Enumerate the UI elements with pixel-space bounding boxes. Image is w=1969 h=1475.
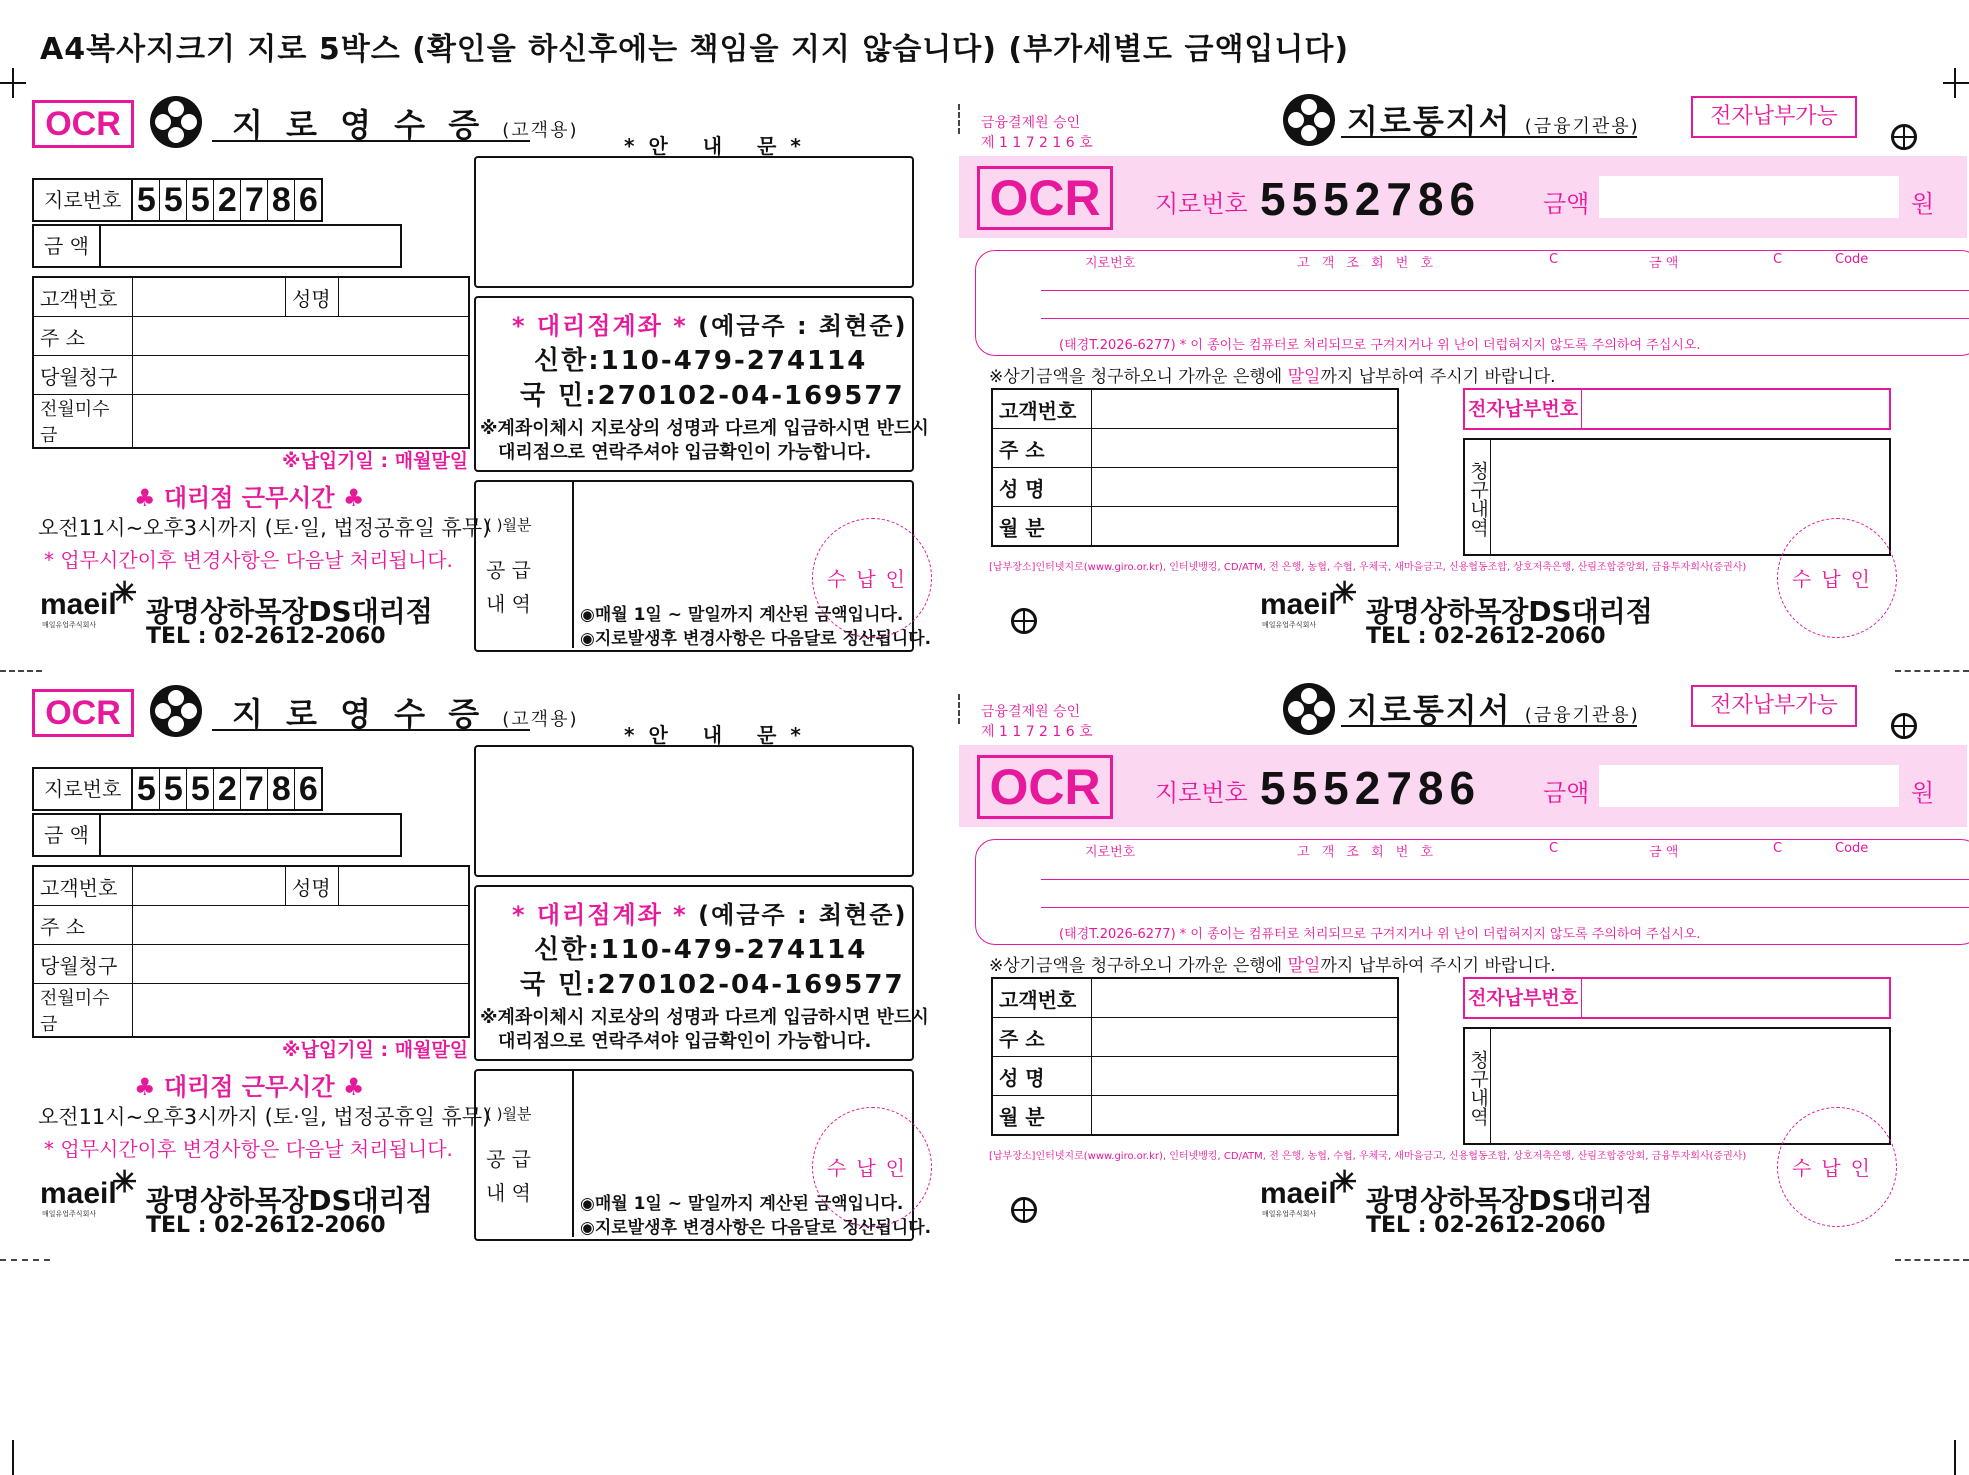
stamp-circle: 수납인 [812, 1107, 932, 1227]
cut-line [1895, 1259, 1969, 1261]
notice-title: *안 내 문* [624, 723, 815, 747]
table-row [992, 1057, 1398, 1096]
arrears-field[interactable] [133, 984, 470, 1038]
supply-label: 공 급 [486, 1147, 531, 1171]
due-date-note: ※납입기일 : 매월말일 [282, 1039, 469, 1061]
request-text: ※상기금액을 청구하오니 가까운 은행에 말일까지 납부하여 주시기 바랍니다. [989, 367, 1556, 387]
hours-text: 오전11시~오후3시까지 (토·일, 법정공휴일 휴무) [38, 1105, 491, 1129]
hours-text: 오전11시~오후3시까지 (토·일, 법정공휴일 휴무) [38, 516, 491, 540]
ocr-field-label: Code [1835, 252, 1869, 267]
giro-receipt [0, 589, 980, 1238]
ocr-field-label: 지로번호 [1085, 256, 1136, 271]
month-field[interactable] [1092, 507, 1399, 547]
amount-field[interactable] [32, 813, 402, 857]
giro-digit: 7 [241, 180, 268, 220]
giro-number-label: 지로번호 [1155, 190, 1248, 218]
maeil-star-icon: ✳ [112, 1166, 138, 1199]
title-underline [212, 729, 530, 731]
won-label: 원 [1911, 779, 1935, 807]
maeil-subtext: 매일유업주식회사 [1262, 1210, 1317, 1218]
table-row [33, 945, 469, 984]
ocr-field-label: C [1773, 841, 1783, 856]
supply-note-1: ◉매월 1일 ~ 말일까지 계산된 금액입니다. [580, 1194, 904, 1214]
ocr-warning: (태경T.2026-6277) * 이 종이는 컴퓨터로 처리되므로 구겨지거나 위 난이 더럽혀지지 않도록 주의하여 주십시오. [1059, 927, 1701, 942]
epay-number-field[interactable] [1463, 388, 1891, 430]
table-row [33, 984, 469, 1038]
amount-label: 금 액 [34, 226, 101, 266]
name-field[interactable] [339, 277, 470, 317]
giro-digit: 6 [298, 770, 318, 808]
supply-divider [572, 1069, 574, 1237]
agency-name: 광명상하목장DS대리점 [146, 595, 433, 628]
arrears-label: 전월미수금 [33, 984, 133, 1038]
giro-number-box [32, 178, 323, 222]
giro-number-label: 지로번호 [1155, 779, 1248, 807]
address-label: 주 소 [33, 317, 133, 356]
arrears-field[interactable] [133, 395, 470, 449]
notice-table [991, 977, 1399, 1136]
account-title: * 대리점계좌 * (예금주 : 최현준) [512, 901, 908, 929]
notice-title: 지로통지서 (금융기관용) [1347, 102, 1640, 140]
request-text: ※상기금액을 청구하오니 가까운 은행에 말일까지 납부하여 주시기 바랍니다. [989, 956, 1556, 976]
ocr-field-label: 지로번호 [1085, 845, 1136, 860]
maeil-star-icon: ✳ [112, 577, 138, 610]
account-shinhan: 신한:110-479-274114 [534, 346, 868, 376]
giro-logo-icon [150, 96, 202, 148]
customer-no-field[interactable] [1092, 389, 1399, 429]
table-row [992, 389, 1398, 429]
ocr-line [1041, 879, 1969, 880]
table-row [33, 866, 469, 906]
customer-table [32, 276, 470, 449]
ocr-badge: OCR [32, 100, 134, 148]
giro-digit: 5 [160, 180, 187, 220]
supply-note-2: ◉지로발생후 변경사항은 다음달로 정산됩니다. [580, 629, 932, 649]
giro-number-label: 지로번호 [34, 180, 133, 220]
giro-number-label: 지로번호 [34, 769, 133, 809]
pay-places: [납부장소]인터넷지로(www.giro.or.kr), 인터넷뱅킹, CD/ATM, 전 은행, 농협, 수협, 우체국, 새마을금고, 신용협동조합, 상호저축은행, 산림조합중앙회, 금융투자회사(증권사) [989, 562, 1747, 573]
maeil-logo: maeil [40, 588, 117, 621]
notice-title: 지로통지서 (금융기관용) [1347, 691, 1640, 729]
maeil-subtext: 매일유업주식회사 [1262, 621, 1317, 629]
stamp-circle: 수납인 [1777, 1107, 1897, 1227]
stamp-circle: 수납인 [812, 518, 932, 638]
hours-note: * 업무시간이후 변경사항은 다음날 처리됩니다. [44, 548, 453, 572]
table-row [992, 978, 1398, 1018]
ocr-field-label: Code [1835, 841, 1869, 856]
month-label: 월 분 [992, 507, 1092, 547]
customer-no-label: 고객번호 [992, 978, 1092, 1018]
month-label: ( )월분 [486, 1105, 532, 1123]
ocr-line [1041, 318, 1969, 319]
ocr-line [1041, 290, 1969, 291]
maeil-star-icon: ✳ [1332, 577, 1358, 610]
account-note-2: 대리점으로 연락주셔야 입금확인이 가능합니다. [498, 442, 872, 463]
table-row [33, 395, 469, 449]
amount-label: 금액 [1543, 779, 1590, 807]
ocr-badge: OCR [977, 166, 1113, 230]
giro-digit: 6 [298, 181, 318, 219]
current-charge-field[interactable] [133, 356, 470, 395]
current-charge-label: 당월청구 [33, 945, 133, 984]
giro-digit: 5 [133, 180, 160, 220]
detail-label: 내 역 [486, 592, 531, 616]
account-note-2: 대리점으로 연락주셔야 입금확인이 가능합니다. [498, 1031, 872, 1052]
giro-digit: 5 [160, 769, 187, 809]
address-field[interactable] [1092, 1018, 1399, 1057]
month-field[interactable] [1092, 1096, 1399, 1136]
ocr-badge: OCR [977, 755, 1113, 819]
customer-no-label: 고객번호 [992, 389, 1092, 429]
account-note-1: ※계좌이체시 지로상의 성명과 다르게 입금하시면 반드시 [480, 418, 929, 439]
won-label: 원 [1911, 190, 1935, 218]
page-title: A4복사지크기 지로 5박스 (확인을 하신후에는 책임을 지지 않습니다) (부가세별도 금액입니다) [40, 32, 1350, 67]
stamp-circle: 수납인 [1777, 518, 1897, 638]
ocr-field-label: C [1549, 252, 1559, 267]
name-field[interactable] [339, 866, 470, 906]
giro-number: 5552786 [1260, 173, 1482, 225]
month-label: ( )월분 [486, 516, 532, 534]
address-field[interactable] [133, 317, 470, 356]
ocr-badge: OCR [32, 689, 134, 737]
title-underline [212, 140, 530, 142]
account-kookmin: 국 민:270102-04-169577 [520, 970, 905, 1000]
crop-mark [1954, 1440, 1956, 1475]
amount-label: 금액 [1543, 190, 1590, 218]
supply-note-2: ◉지로발생후 변경사항은 다음달로 정산됩니다. [580, 1218, 932, 1238]
receipt-title: 지 로 영 수 증 (고객용) [232, 106, 579, 144]
giro-digit: 5 [187, 769, 214, 809]
epay-badge: 전자납부가능 [1691, 96, 1857, 138]
account-kookmin: 국 민:270102-04-169577 [520, 381, 905, 411]
maeil-logo: maeil [1260, 1177, 1337, 1210]
registration-mark-icon [1891, 124, 1917, 150]
amount-label: 금 액 [34, 815, 101, 855]
title-underline [1341, 136, 1637, 138]
crop-mark [1954, 68, 1956, 98]
amount-field[interactable] [1599, 176, 1899, 218]
address-label: 주 소 [992, 429, 1092, 468]
name-label: 성명 [286, 277, 339, 317]
supply-label: 공 급 [486, 558, 531, 582]
approval-text: 금융결제원 승인 [981, 115, 1081, 131]
approval-number: 제 1 1 7 2 1 6 호 [981, 724, 1093, 740]
registration-mark-icon [1011, 1197, 1037, 1223]
name-field[interactable] [1092, 1057, 1399, 1096]
name-field[interactable] [1092, 468, 1399, 507]
giro-logo-icon [150, 685, 202, 737]
agency-name: 광명상하목장DS대리점 [1366, 1184, 1653, 1217]
amount-field[interactable] [32, 224, 402, 268]
table-row [33, 317, 469, 356]
giro-digit: 2 [214, 180, 241, 220]
ocr-line [1041, 907, 1969, 908]
epay-badge: 전자납부가능 [1691, 685, 1857, 727]
customer-no-field[interactable] [133, 277, 286, 317]
table-row [992, 1096, 1398, 1136]
giro-receipt [0, 0, 980, 649]
pay-places: [납부장소]인터넷지로(www.giro.or.kr), 인터넷뱅킹, CD/ATM, 전 은행, 농협, 수협, 우체국, 새마을금고, 신용협동조합, 상호저축은행, 산림조합중앙회, 금융투자회사(증권사) [989, 1151, 1747, 1162]
title-underline [1341, 725, 1637, 727]
agency-name: 광명상하목장DS대리점 [146, 1184, 433, 1217]
table-row [33, 356, 469, 395]
registration-mark-icon [1891, 713, 1917, 739]
customer-no-field[interactable] [133, 866, 286, 906]
receipt-title: 지 로 영 수 증 (고객용) [232, 695, 579, 733]
amount-field[interactable] [1599, 765, 1899, 807]
ocr-field-label: C [1773, 252, 1783, 267]
agency-tel: TEL : 02-2612-2060 [1366, 624, 1606, 649]
address-field[interactable] [1092, 429, 1399, 468]
giro-digit: 2 [214, 769, 241, 809]
crop-mark [1943, 82, 1969, 84]
table-row [33, 277, 469, 317]
name-label: 성명 [286, 866, 339, 906]
crop-mark [12, 1440, 14, 1475]
giro-notice [955, 589, 1935, 1238]
ocr-field-label: 고 객 조 회 번 호 [1297, 845, 1438, 860]
ocr-field-label: 고 객 조 회 번 호 [1297, 256, 1438, 271]
supply-note-1: ◉매월 1일 ~ 말일까지 계산된 금액입니다. [580, 605, 904, 625]
maeil-logo: maeil [40, 1177, 117, 1210]
cut-line [0, 1259, 50, 1261]
notice-table [991, 388, 1399, 547]
notice-title: *안 내 문* [624, 134, 815, 158]
notice-box [474, 745, 914, 877]
epay-number-label: 전자납부번호 [1465, 390, 1582, 428]
hours-title: ♣ 대리점 근무시간 ♣ [134, 484, 365, 512]
hours-note: * 업무시간이후 변경사항은 다음날 처리됩니다. [44, 1137, 453, 1161]
arrears-label: 전월미수금 [33, 395, 133, 449]
table-row [33, 906, 469, 945]
address-label: 주 소 [992, 1018, 1092, 1057]
giro-number-box [32, 767, 323, 811]
agency-tel: TEL : 02-2612-2060 [1366, 1213, 1606, 1238]
table-row [992, 1018, 1398, 1057]
agency-tel: TEL : 02-2612-2060 [146, 624, 386, 649]
address-label: 주 소 [33, 906, 133, 945]
giro-logo-icon [1283, 94, 1335, 146]
ocr-field-label: 금 액 [1649, 256, 1679, 271]
customer-no-field[interactable] [1092, 978, 1399, 1018]
giro-digit: 8 [268, 769, 295, 809]
giro-digit: 7 [241, 769, 268, 809]
current-charge-label: 당월청구 [33, 356, 133, 395]
month-label: 월 분 [992, 1096, 1092, 1136]
table-row [992, 468, 1398, 507]
claim-label: 청구내역 [1465, 440, 1491, 554]
epay-number-label: 전자납부번호 [1465, 979, 1582, 1017]
name-label: 성 명 [992, 468, 1092, 507]
maeil-logo: maeil [1260, 588, 1337, 621]
agency-tel: TEL : 02-2612-2060 [146, 1213, 386, 1238]
account-note-1: ※계좌이체시 지로상의 성명과 다르게 입금하시면 반드시 [480, 1007, 929, 1028]
customer-no-label: 고객번호 [33, 866, 133, 906]
ocr-field-label: 금 액 [1649, 845, 1679, 860]
giro-notice [955, 0, 1935, 649]
approval-text: 금융결제원 승인 [981, 704, 1081, 720]
due-date-note: ※납입기일 : 매월말일 [282, 450, 469, 472]
agency-name: 광명상하목장DS대리점 [1366, 595, 1653, 628]
maeil-star-icon: ✳ [1332, 1166, 1358, 1199]
maeil-subtext: 매일유업주식회사 [42, 1210, 97, 1218]
customer-table [32, 865, 470, 1038]
notice-box [474, 156, 914, 288]
approval-number: 제 1 1 7 2 1 6 호 [981, 135, 1093, 151]
hours-title: ♣ 대리점 근무시간 ♣ [134, 1073, 365, 1101]
epay-number-field[interactable] [1463, 977, 1891, 1019]
address-field[interactable] [133, 906, 470, 945]
giro-number: 5552786 [1260, 762, 1482, 814]
ocr-warning: (태경T.2026-6277) * 이 종이는 컴퓨터로 처리되므로 구겨지거나 위 난이 더럽혀지지 않도록 주의하여 주십시오. [1059, 338, 1701, 353]
maeil-subtext: 매일유업주식회사 [42, 621, 97, 629]
claim-label: 청구내역 [1465, 1029, 1491, 1143]
name-label: 성 명 [992, 1057, 1092, 1096]
customer-no-label: 고객번호 [33, 277, 133, 317]
giro-logo-icon [1283, 683, 1335, 735]
giro-digit: 8 [268, 180, 295, 220]
table-row [992, 429, 1398, 468]
detail-label: 내 역 [486, 1181, 531, 1205]
account-title: * 대리점계좌 * (예금주 : 최현준) [512, 312, 908, 340]
giro-digit: 5 [133, 769, 160, 809]
giro-digit: 5 [187, 180, 214, 220]
ocr-field-label: C [1549, 841, 1559, 856]
account-shinhan: 신한:110-479-274114 [534, 935, 868, 965]
table-row [992, 507, 1398, 547]
current-charge-field[interactable] [133, 945, 470, 984]
